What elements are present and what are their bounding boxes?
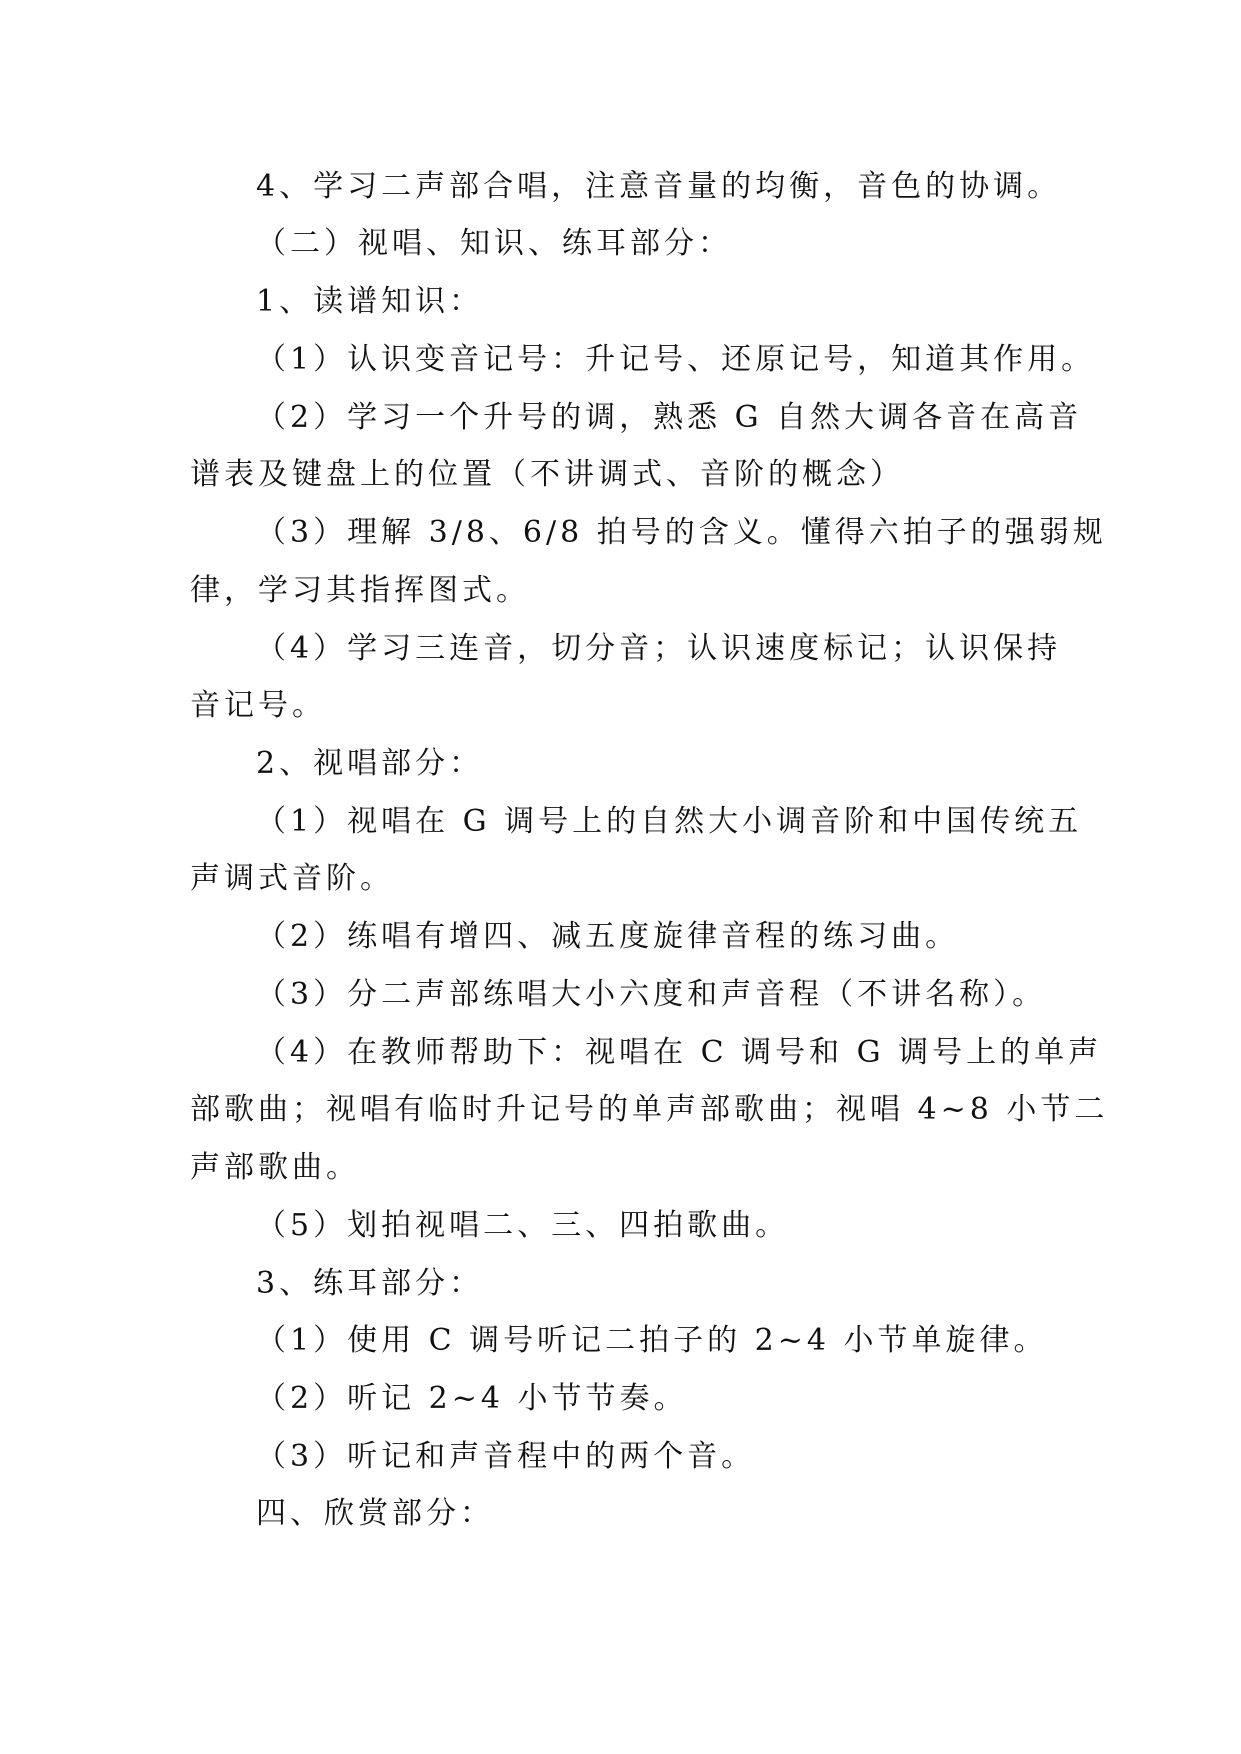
text-line: （1）使用 C 调号听记二拍子的 2~4 小节单旋律。 (256, 1323, 1048, 1358)
text-line: （3）理解 3/8、6/8 拍号的含义。懂得六拍子的强弱规 (256, 515, 1107, 550)
text-line: （2）学习一个升号的调，熟悉 G 自然大调各音在高音 (256, 400, 1083, 435)
text-line: （4）在教师帮助下：视唱在 C 调号和 G 调号上的单声 (256, 1035, 1103, 1070)
text-line: 声部歌曲。 (190, 1150, 360, 1185)
section-heading: （二）视唱、知识、练耳部分： (256, 226, 732, 261)
text-line: 律，学习其指挥图式。 (190, 573, 530, 608)
text-line: （1）认识变音记号：升记号、还原记号，知道其作用。 (256, 342, 1096, 377)
text-line: （5）划拍视唱二、三、四拍歌曲。 (256, 1208, 790, 1243)
text-line: 4、学习二声部合唱，注意音量的均衡，音色的协调。 (256, 169, 1062, 204)
section-heading: 四、欣赏部分： (256, 1496, 494, 1531)
text-line: （2）练唱有增四、减五度旋律音程的练习曲。 (256, 919, 960, 954)
text-line: （1）视唱在 G 调号上的自然大小调音阶和中国传统五 (256, 804, 1083, 839)
text-line: （4）学习三连音，切分音；认识速度标记；认识保持 (256, 631, 1062, 666)
subsection-heading: 1、读谱知识： (256, 284, 484, 319)
text-line: 声调式音阶。 (190, 861, 394, 896)
text-line: （2）听记 2~4 小节节奏。 (256, 1381, 688, 1416)
text-line: （3）分二声部练唱大小六度和声音程（不讲名称）。 (256, 977, 1047, 1012)
text-line: （3）听记和声音程中的两个音。 (256, 1439, 756, 1474)
text-line: 谱表及键盘上的位置（不讲调式、音阶的概念） (190, 457, 904, 492)
subsection-heading: 2、视唱部分： (256, 746, 484, 781)
text-line: 部歌曲；视唱有临时升记号的单声部歌曲；视唱 4~8 小节二 (190, 1092, 1109, 1127)
text-line: 音记号。 (190, 688, 326, 723)
subsection-heading: 3、练耳部分： (256, 1266, 484, 1301)
